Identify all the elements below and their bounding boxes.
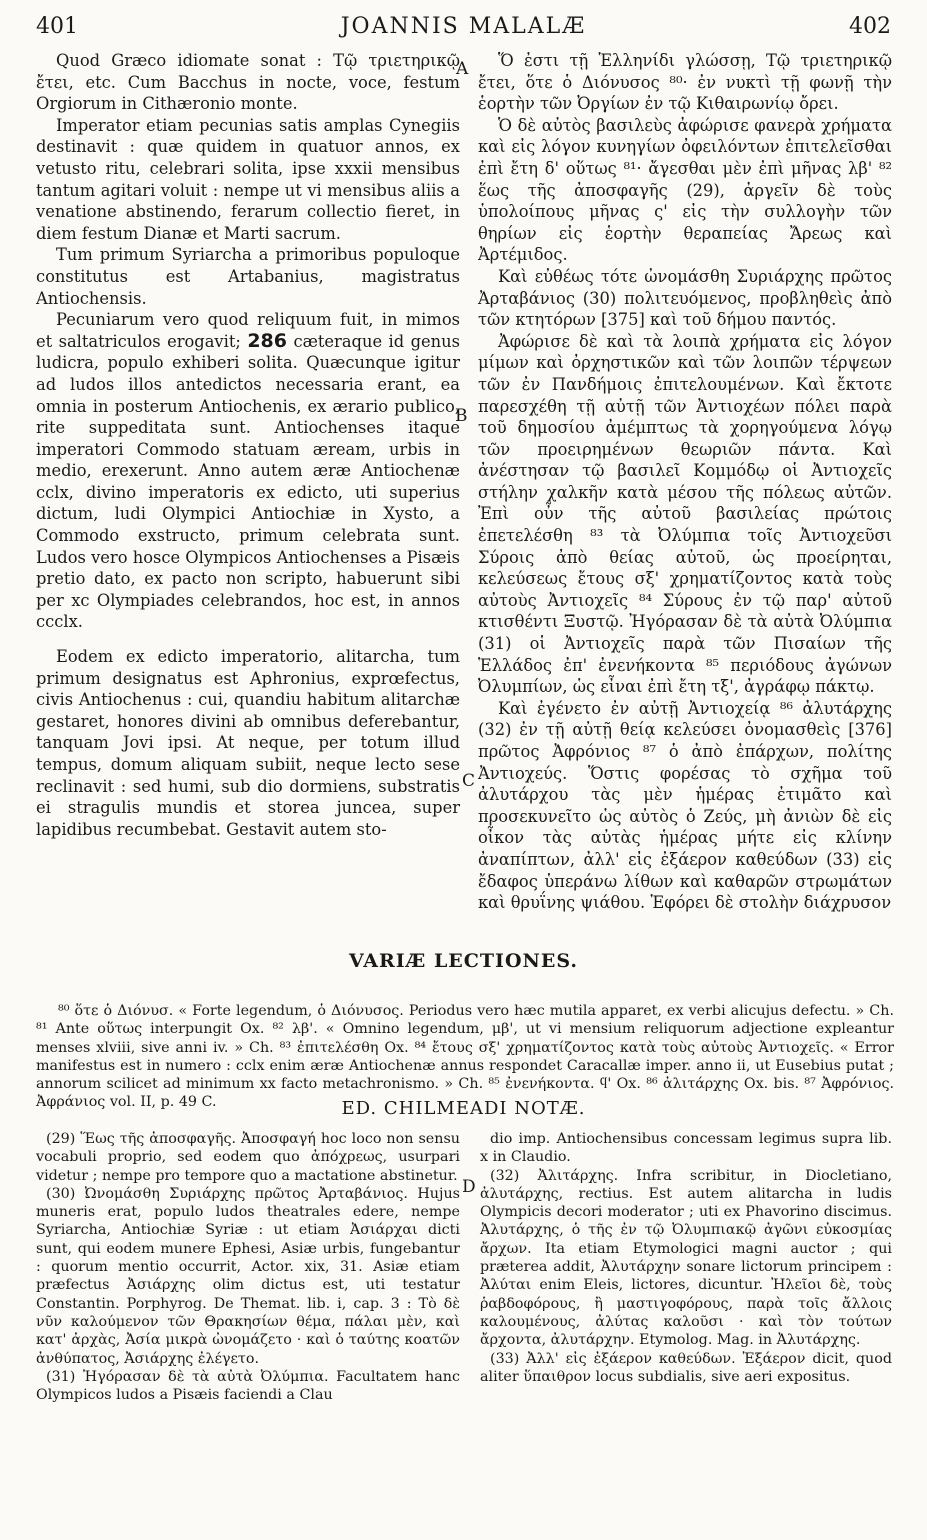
- greek-paragraph: Ἀφώρισε δὲ καὶ τὰ λοιπὰ χρήματα εἰς λόγον μίμων καὶ ὀρχηστικῶν καὶ τῶν λοιπῶν τέρψεων τῶν ἐν Πανδήμοις ἐπιτελουμένων. Καὶ ἔκτοτε παρεσχέθη τῇ αὐτῇ τῶν Ἀντιοχέων πόλει παρὰ τοῦ δημοσίου ἀμέμπτως τὰ χορηγούμενα λόγῳ τῶν προειρημένων θεωριῶν πάντα. Καὶ ἀνέστησαν τῷ βασιλεῖ Κομμόδῳ οἱ Ἀντιοχεῖς στήλην χαλκῆν κατὰ μέσου τῆς πόλεως αὐτῶν. Ἐπὶ οὖν τῆς αὐτοῦ βασιλείας πρώτοις ἐπετελέσθη ⁸³ τὰ Ὀλύμπια τοῖς Ἀντιοχεῦσι Σύροις ἀπὸ θείας αὐτοῦ, ὡς προείρηται, κελεύσεως ἔτους σξ' χρηματίζοντος κατὰ τοὺς αὐτοὺς Ἀντιοχεῖς ⁸⁴ Σύρους ἐν τῷ παρ' αὐτοῦ κτισθέντι Ξυστῷ. Ἠγόρασαν δὲ τὰ αὐτὰ Ὀλύμπια (31) οἱ Ἀντιοχεῖς παρὰ τῶν Πισαίων τῆς Ἑλλάδος ἐπ' ἐνενήκοντα ⁸⁵ περιόδους ἀγώνων Ὀλυμπίων, ὡς εἶναι ἐπὶ ἔτη τξ', ἀγράφῳ πάκτῳ.: [478, 331, 892, 697]
- page-number-left: 401: [36, 14, 78, 39]
- notae-heading: ED. CHILMEADI NOTÆ.: [341, 1098, 586, 1119]
- latin-text: Pecuniarum vero quod reliquum fuit, in mimos et saltatriculos erogavit;: [36, 310, 460, 351]
- note-paragraph: (33) Ἀλλ' εἰς ἐξάερον καθεύδων. Ἐξάερον dicit, quod aliter ὕπαιθρον locus subdialis, sive aeri expositus.: [480, 1350, 892, 1385]
- variae-lectiones: [36, 1002, 894, 1112]
- section-number: 286: [247, 329, 287, 352]
- latin-paragraph: Tum primum Syriarcha a primoribus populoque constitutus est Artabanius, magistratus Antiochensis.: [36, 245, 460, 308]
- note-paragraph: dio imp. Antiochensibus concessam legimus supra lib. x in Claudio.: [480, 1131, 892, 1166]
- greek-paragraph: Ὁ δὲ αὐτὸς βασιλεὺς ἀφώρισε φανερὰ χρήματα καὶ εἰς λόγον κυνηγίων ὀφειλόντων ἐπιτελεῖσθαι ἐπὶ ἔτη δ' οὕτως ⁸¹· ἄγεσθαι μὲν ἐπὶ μῆνας λβ' ⁸² ἕως τῆς ἀποσφαγῆς (29), ἀργεῖν δὲ τοὺς ὑπολοίπους μῆνας ς' εἰς τὴν συλλογὴν τῶν θηρίων εἰς ἑορτὴν θεραπείας Ἄρεως καὶ Ἀρτέμιδος.: [478, 115, 892, 265]
- note-paragraph: (31) Ἠγόρασαν δὲ τὰ αὐτὰ Ὀλύμπια. Facultatem hanc Olympicos ludos a Pisæis faciendi a Clau: [36, 1368, 460, 1404]
- note-paragraph: (30) Ὠνομάσθη Συριάρχης πρῶτος Ἀρταβάνιος. Hujus muneris erat, populo ludos theatrales edere, nempe Syriarcha, Antiochiæ Syriæ : ut etiam Ἀσιάρχαι dicti sunt, qui eodem munere Ephesi, Asiæ urbis, fungebantur : quorum mentio occurrit, Actor. xix, 31. Asiæ etiam præfectus Ἀσιάρχης olim dictus est, uti testatur Constantin. Porphyrog. De Themat. lib. i, cap. 3 : Τὸ δὲ νῦν καλούμενον τῶν Θρακησίων θέμα, πάλαι μὲν, καὶ κατ' ἀρχὰς, Ἀσία μικρὰ ὠνομάζετο · καὶ ὁ ταύτης κοατῶν ἀνθύπατος, Ἀσιάρχης ἐλέγετο.: [36, 1185, 460, 1367]
- variae-heading: VARIÆ LECTIONES.: [349, 950, 578, 972]
- running-title: JOANNIS MALALÆ: [340, 14, 587, 39]
- note-paragraph: (29) Ἕως τῆς ἀποσφαγῆς. Ἀποσφαγή hoc loco non sensu vocabuli proprio, sed eodem quo ἀπόχρεως, usurpari videtur ; nempe pro tempore quo a mactatione abstinetur.: [36, 1131, 460, 1184]
- latin-paragraph: Imperator etiam pecunias satis amplas Cynegiis destinavit : quæ quidem in quatuor annos, ex vetusto ritu, celebrari solita, ipse xxxii mensibus tantum agitari voluit : nempe ut vi mensibus aliis a venatione abstinendo, ferarum collectio fieret, in diem festum Dianæ et Marti sacrum.: [36, 115, 460, 243]
- notes-left-column: [36, 1130, 460, 1404]
- margin-letter: D: [462, 1177, 476, 1197]
- greek-paragraph: Ὅ ἐστι τῇ Ἑλληνίδι γλώσσῃ, Τῷ τριετηρικῷ ἔτει, ὅτε ὁ Διόνυσος ⁸⁰· ἐν νυκτὶ τῇ φωνῇ τὴν ἑορτὴν τῶν Ὀργίων ἐν τῷ Κιθαιρωνίῳ ὄρει.: [478, 51, 892, 114]
- notes-right-column: [480, 1130, 892, 1386]
- margin-letter: B: [455, 406, 468, 426]
- greek-column: [478, 50, 892, 914]
- latin-column: [36, 50, 460, 840]
- latin-paragraph: Quod Græco idiomate sonat : Τῷ τριετηρικῷ ἔτει, etc. Cum Bacchus in nocte, voce, festum Orgiorum in Cithæronio monte.: [36, 51, 460, 114]
- note-paragraph: (32) Ἀλιτάρχης. Infra scribitur, in Diocletiano, ἀλυτάρχης, rectius. Est autem alitarcha in ludis Olympicis decori moderator ; uti ex Phavorino discimus. Ἀλυτάρχης, ὁ τῆς ἐν τῷ Ὀλυμπιακῷ ἀγῶνι εὐκοσμίας ἄρχων. Ita etiam Etymologici magni auctor ; qui præterea addit, Ἀλυτάρχην sonare lictorum principem : Ἀλύται enim Eleis, lictores, dicuntur. Ἠλεῖοι δὲ, τοὺς ῥαβδοφόρους, ἢ μαστιγοφόρους, παρὰ τοῖς ἄλλοις καλουμένους, ἀλύτας καλοῦσι · καὶ τὸν τούτων ἄρχοντα, ἀλυτάρχην. Etymolog. Mag. in Ἀλυτάρχης.: [480, 1167, 892, 1349]
- margin-letter: A: [456, 59, 469, 79]
- greek-paragraph: Καὶ ἐγένετο ἐν αὐτῇ Ἀντιοχείᾳ ⁸⁶ ἀλυτάρχης (32) ἐν τῇ αὐτῇ θείᾳ κελεύσει ὀνομασθεὶς [376] πρῶτος Ἀφρόνιος ⁸⁷ ὁ ἀπὸ ἐπάρχων, πολίτης Ἀντιοχεύς. Ὅστις φορέσας τὸ σχῆμα τοῦ ἀλυτάρχου τὰς μὲν ἡμέρας ἐτιμᾶτο καὶ προσεκυνεῖτο ὡς αὐτὸς ὁ Ζεύς, μὴ ἀνιὼν δὲ εἰς οἶκον τὰς αὐτὰς ἡμέρας μήτε εἰς κλίνην ἀναπίπτων, ἀλλ' εἰς ἐξάερον καθεύδων (33) εἰς ἔδαφος ὑπεράνω λίθων καὶ καθαρῶν στρωμάτων καὶ θρυΐνης ψιάθου. Ἐφόρει δὲ στολὴν διάχρυσον: [478, 698, 892, 913]
- latin-paragraph: Eodem ex edicto imperatorio, alitarcha, tum primum designatus est Aphronius, exprœfectus, civis Antiochenus : cui, quandiu habitum alitarchæ gestaret, honores divini ab omnibus deferebantur, tanquam Jovi ipsi. At neque, per totum illud tempus, domum aliquam subiit, neque lecto sese reclinavit : sed humi, sub dio dormiens, substratis ei stragulis mundis et storea juncea, super lapidibus recumbebat. Gestavit autem sto-: [36, 647, 460, 839]
- page-number-right: 402: [849, 14, 891, 39]
- variae-text: ⁸⁰ ὅτε ὁ Διόνυσ. « Forte legendum, ὁ Διόνυσος. Periodus vero hæc mutila apparet, ex verbi alicujus defectu. » Ch. ⁸¹ Ante οὕτως interpungit Ox. ⁸² λβ'. « Omnino legendum, μβ', ut vi mensium reliquorum adjectione expleantur menses xlviii, sive anni iv. » Ch. ⁸³ ἐπιτελέσθη Ox. ⁸⁴ ἔτους σξ' χρηματίζοντος κατὰ τοὺς αὐτοὺς Ἀντιοχεῖς. « Error manifestus est in numero : cclx enim æræ Antiochenæ annus respondet Caracallæ imper. anno ii, ut Eusebius putat ; annorum scilicet ad minimum xx facto metachronismo. » Ch. ⁸⁵ ἐνενήκοντα. ϥ' Ox. ⁸⁶ ἀλιτάρχης Ox. bis. ⁸⁷ Ἀφρόνιος. Ἀφράνιος vol. II, p. 49 C.: [36, 1003, 894, 1111]
- margin-letter: C: [462, 771, 476, 791]
- running-header: [0, 14, 927, 44]
- greek-paragraph: Καὶ εὐθέως τότε ὠνομάσθη Συριάρχης πρῶτος Ἀρταβάνιος (30) πολιτευόμενος, προβληθεὶς ἀπὸ τῶν κτητόρων [375] καὶ τοῦ δήμου παντός.: [478, 266, 892, 330]
- latin-text: cæteraque id genus ludicra, populo exhiberi solita. Quæcunque igitur ad ludos illos antedictos necessaria erant, ea omnia in posterum Antiochenis, ex ærario publico, rite suppeditata sunt. Antiochenses itaque imperatori Commodo statuam æream, urbis in medio, erexerunt. Anno autem æræ Antiochenæ cclx, divino imperatoris ex edicto, uti superius dictum, ludi Olympici Antiochiæ in Xysto, a Commodo exstructo, primum celebrata sunt. Ludos vero hosce Olympicos Antiochenses a Pisæis pretio dato, ex pacto non scripto, habuerunt sibi per xc Olympiades celebrandos, hoc est, in annos ccclx.: [36, 331, 460, 632]
- latin-paragraph: [36, 309, 460, 633]
